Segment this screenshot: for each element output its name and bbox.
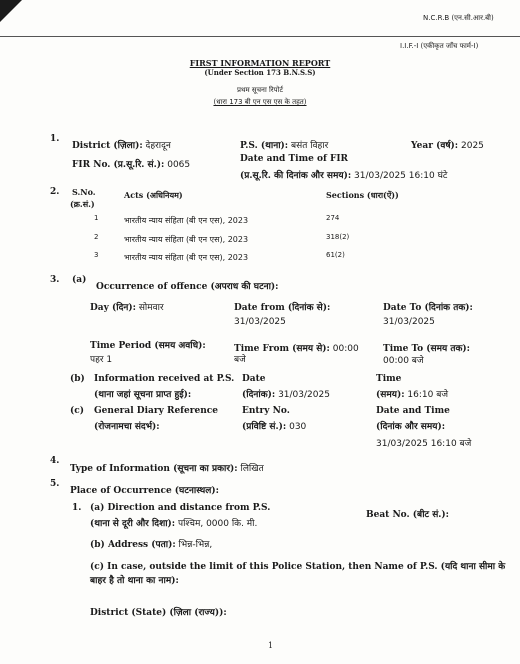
direction-value: पश्चिम, 0000 कि. मी. xyxy=(177,519,258,529)
table-cell-sno: 3 xyxy=(94,251,99,259)
section-3c-label: (c) xyxy=(70,406,84,416)
outside-limit-line-1: (c) In case, outside the limit of this Police Station, then Name of P.S. (यदि थाना सीमा के xyxy=(90,562,506,572)
info-received-label-hi: (थाना जहां सूचना प्राप्त हुई): xyxy=(94,390,192,400)
info-time-value: 16:10 बजे xyxy=(407,390,449,400)
page-number: 1 xyxy=(268,641,274,650)
gd-datetime-label-hi: (दिनांक और समय): xyxy=(376,422,446,432)
info-date-row xyxy=(242,387,330,400)
subtitle-hi: (धारा 173 बी एन एस एस के तहत) xyxy=(213,98,307,106)
date-from-value: 31/03/2025 xyxy=(234,317,286,327)
table-cell-act: भारतीय न्याय संहिता (बी एन एस), 2023 xyxy=(124,253,249,262)
fir-row xyxy=(72,157,190,170)
ncrb-label: N.C.R.B (एन.सी.आर.बी) xyxy=(423,14,494,22)
fir-value: 0065 xyxy=(167,160,191,170)
year-label: Year (वर्ष): xyxy=(411,141,459,151)
info-type-value: लिखित xyxy=(240,464,264,474)
time-period-value: पहर 1 xyxy=(90,355,113,365)
scan-corner-mark xyxy=(0,0,22,22)
ps-value: बसंत विहार xyxy=(290,141,329,151)
info-date-label-hi: (दिनांक): xyxy=(242,390,276,400)
form-code: I.I.F.-I (एकीकृत जाँच फार्म-I) xyxy=(400,42,479,50)
table-cell-sno: 1 xyxy=(94,214,99,222)
beat-no-label: Beat No. (बीट सं.): xyxy=(366,510,449,520)
title-en: FIRST INFORMATION REPORT xyxy=(189,58,331,68)
table-cell-section: 274 xyxy=(326,214,340,222)
entry-no-label: Entry No. xyxy=(242,406,290,416)
time-period-label: Time Period (समय अवधि): xyxy=(90,341,206,351)
address-value: भिन्न-भिन्न, xyxy=(178,540,213,550)
section-5-sub-number: 1. xyxy=(72,503,82,513)
date-from-label: Date from (दिनांक से): xyxy=(234,303,331,313)
info-type-row xyxy=(70,461,264,474)
day-row xyxy=(90,300,164,313)
section-1-number: 1. xyxy=(50,134,60,144)
date-to-value: 31/03/2025 xyxy=(383,317,435,327)
section-2-number: 2. xyxy=(50,187,60,197)
direction-row xyxy=(90,516,257,529)
ps-label: P.S. (थाना): xyxy=(240,141,289,151)
info-type-label: Type of Information (सूचना का प्रकार): xyxy=(70,464,238,474)
gd-reference-label-en: General Diary Reference xyxy=(94,406,218,416)
entry-no-row xyxy=(242,419,306,432)
time-to-label: Time To (समय तक): xyxy=(383,344,470,354)
table-cell-section: 318(2) xyxy=(326,233,350,241)
info-date-label: Date xyxy=(242,374,266,384)
subtitle-en: (Under Section 173 B.N.S.S) xyxy=(204,68,316,77)
direction-label-hi: (थाना से दूरी और दिशा): xyxy=(90,519,176,529)
time-from-value: 00:00 xyxy=(332,344,359,354)
ps-row xyxy=(240,138,328,151)
day-label: Day (दिन): xyxy=(90,303,136,313)
day-value: सोमवार xyxy=(138,303,164,313)
date-to-label: Date To (दिनांक तक): xyxy=(383,303,473,313)
section-5-number: 5. xyxy=(50,479,60,489)
table-cell-sno: 2 xyxy=(94,233,99,241)
sno-header-hi: (क्र.सं.) xyxy=(70,199,95,209)
district-row xyxy=(72,138,171,151)
section-3a-label: (a) xyxy=(72,275,87,285)
time-from-unit: बजे xyxy=(234,355,246,365)
section-4-number: 4. xyxy=(50,456,60,466)
info-time-row xyxy=(376,387,448,400)
info-received-label-en: Information received at P.S. xyxy=(94,374,235,384)
fir-datetime-value: 31/03/2025 16:10 घंटे xyxy=(354,171,448,181)
year-row xyxy=(411,138,484,151)
table-cell-act: भारतीय न्याय संहिता (बी एन एस), 2023 xyxy=(124,235,249,244)
time-to-value: 00:00 बजे xyxy=(383,356,424,366)
time-from-row xyxy=(234,341,359,354)
district-label: District (ज़िला): xyxy=(72,141,143,151)
table-cell-section: 61(2) xyxy=(326,251,345,259)
acts-header: Acts (अधिनियम) xyxy=(124,190,183,200)
table-cell-act: भारतीय न्याय संहिता (बी एन एस), 2023 xyxy=(124,216,249,225)
year-value: 2025 xyxy=(461,141,484,151)
entry-no-value: 030 xyxy=(289,422,307,432)
fir-label: FIR No. (प्र.सू.रि. सं.): xyxy=(72,160,165,170)
gd-reference-label-hi: (रोजनामचा संदर्भ): xyxy=(94,422,160,432)
place-occurrence-label: Place of Occurrence (घटनास्थल): xyxy=(70,486,219,496)
district-value: देहरादून xyxy=(145,141,171,151)
info-time-label-hi: (समय): xyxy=(376,390,405,400)
gd-datetime-value: 31/03/2025 16:10 बजे xyxy=(376,439,472,449)
address-label: (b) Address (पता): xyxy=(90,540,176,550)
section-3-number: 3. xyxy=(50,275,60,285)
occurrence-title: Occurrence of offence (अपराध की घटना): xyxy=(96,282,279,292)
fir-datetime-label-en: Date and Time of FIR xyxy=(240,154,349,164)
gd-datetime-label: Date and Time xyxy=(376,406,450,416)
title-hi: प्रथम सूचना रिपोर्ट xyxy=(237,86,283,94)
fir-datetime-label-hi: (प्र.सू.रि. की दिनांक और समय): xyxy=(240,171,352,181)
fir-datetime-row xyxy=(240,168,447,181)
direction-label-en: (a) Direction and distance from P.S. xyxy=(90,503,271,513)
header-rule xyxy=(0,36,520,37)
sno-header: S.No. xyxy=(72,187,96,197)
info-date-value: 31/03/2025 xyxy=(278,390,330,400)
info-time-label: Time xyxy=(376,374,402,384)
address-row xyxy=(90,537,212,550)
section-3b-label: (b) xyxy=(70,374,85,384)
district-state-label: District (State) (ज़िला (राज्य)): xyxy=(90,608,227,618)
entry-no-label-hi: (प्रविष्टि सं.): xyxy=(242,422,287,432)
outside-limit-line-2: बाहर है तो थाना का नाम): xyxy=(90,576,179,586)
sections-header: Sections (धारा(ऐं)) xyxy=(326,190,399,200)
time-from-label: Time From (समय से): xyxy=(234,344,330,354)
